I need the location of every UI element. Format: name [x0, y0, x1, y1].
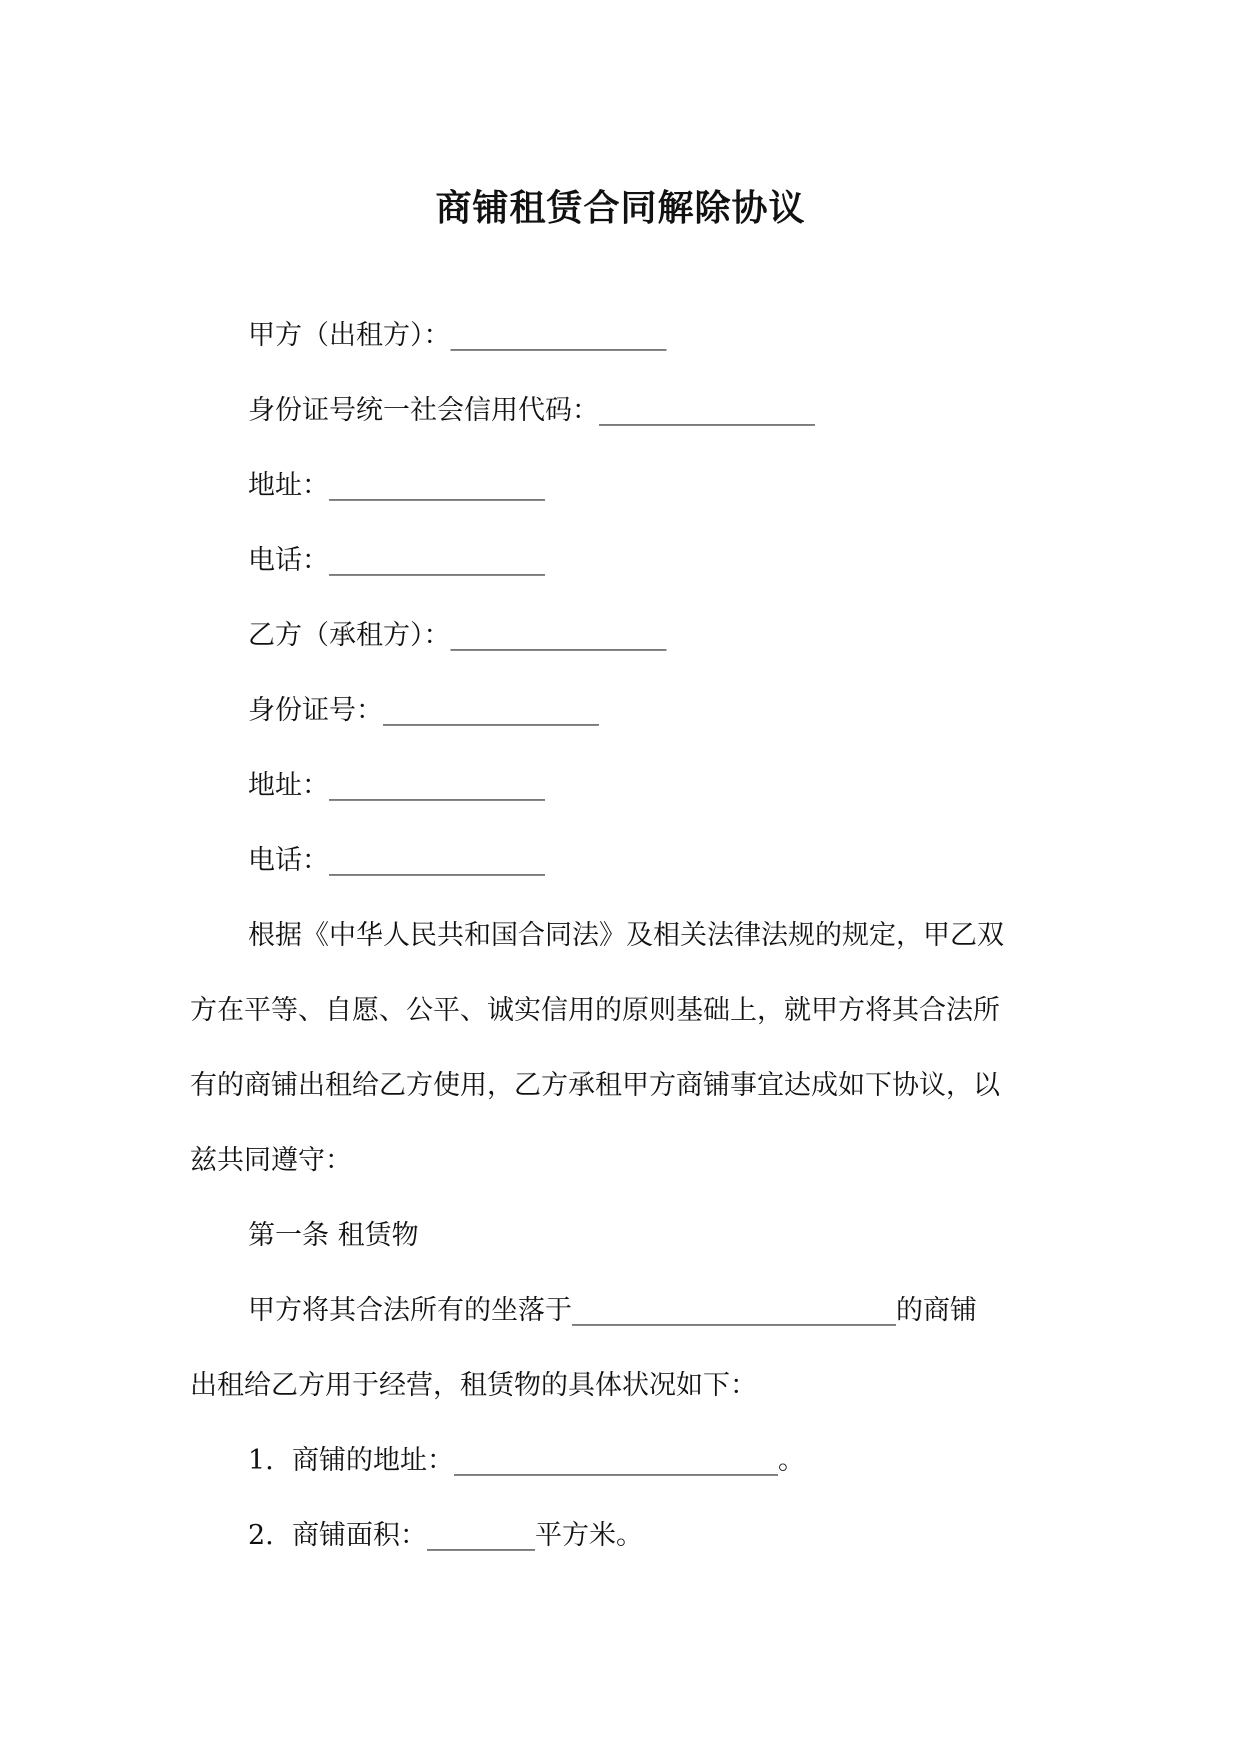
article-1-body-line: 甲方将其合法所有的坐落于________________________的商铺: [248, 1295, 977, 1326]
party-b-name-line: 乙方（承租方）：________________: [248, 620, 667, 651]
preamble-line: 有的商铺出租给乙方使用，乙方承租甲方商铺事宜达成如下协议，以: [190, 1070, 1000, 1101]
preamble-line: 方在平等、自愿、公平、诚实信用的原则基础上，就甲方将其合法所: [190, 995, 1000, 1026]
article-1-item: [248, 1443, 1060, 1479]
preamble-line: 根据《中华人民共和国合同法》及相关法律法规的规定，甲乙双: [248, 920, 1004, 951]
party-a-id-line: 身份证号统一社会信用代码：________________: [248, 395, 815, 426]
article-1-heading: 第一条 租赁物: [248, 1220, 419, 1251]
party-a-address-line: 地址：________________: [248, 470, 545, 501]
article-1-item: [248, 1518, 1060, 1554]
document-title: 商铺租赁合同解除协议: [435, 187, 806, 229]
party-b-address-line: 地址：________________: [248, 770, 545, 801]
party-a-name-line: 甲方（出租方）：________________: [248, 320, 667, 351]
preamble-line: 兹共同遵守：: [190, 1145, 352, 1176]
party-b-phone-line: 电话：________________: [248, 845, 545, 876]
item-text: 商铺面积：________平方米。: [292, 1520, 643, 1551]
item-number: 1.: [248, 1445, 274, 1476]
party-b-id-line: 身份证号：________________: [248, 695, 599, 726]
item-text: 商铺的地址：________________________。: [292, 1445, 805, 1476]
article-1-body-line: 出租给乙方用于经营，租赁物的具体状况如下：: [190, 1370, 757, 1401]
party-a-phone-line: 电话：________________: [248, 545, 545, 576]
item-number: 2.: [248, 1520, 274, 1551]
